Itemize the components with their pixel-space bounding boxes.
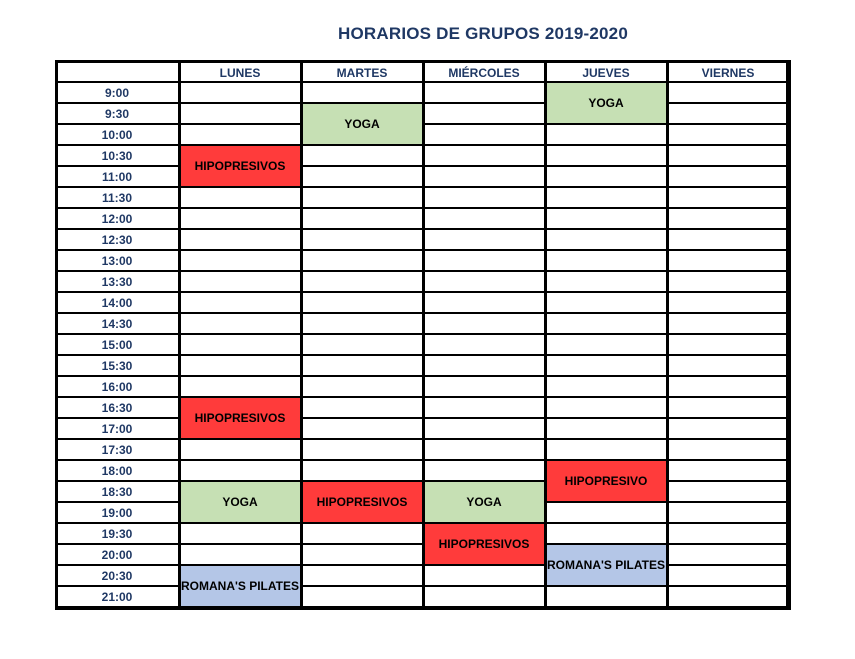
time-label: 14:30 [55, 314, 179, 335]
time-label: 11:30 [55, 188, 179, 209]
schedule-cell [667, 398, 789, 419]
schedule-cell [545, 209, 667, 230]
schedule-cell [301, 209, 423, 230]
schedule-cell [667, 356, 789, 377]
schedule-cell [423, 272, 545, 293]
schedule-cell [301, 272, 423, 293]
time-label: 10:00 [55, 125, 179, 146]
schedule-cell [545, 377, 667, 398]
schedule-cell [423, 377, 545, 398]
schedule-cell [301, 440, 423, 461]
schedule-cell [179, 314, 301, 335]
session-block-romana-s-pilates: ROMANA'S PILATES [179, 566, 301, 608]
schedule-cell [667, 83, 789, 104]
time-label: 16:00 [55, 377, 179, 398]
schedule-cell [423, 188, 545, 209]
schedule-cell [179, 125, 301, 146]
schedule-cell [179, 104, 301, 125]
time-label: 21:00 [55, 587, 179, 608]
schedule-cell [545, 188, 667, 209]
schedule-cell [667, 104, 789, 125]
session-block-hipopresivos: HIPOPRESIVOS [301, 482, 423, 524]
schedule-cell [179, 545, 301, 566]
schedule-table [55, 60, 789, 610]
schedule-cell [301, 146, 423, 167]
schedule-cell [179, 209, 301, 230]
schedule-cell [179, 293, 301, 314]
schedule-cell [301, 524, 423, 545]
schedule-cell [667, 440, 789, 461]
header-corner [55, 60, 179, 83]
schedule-cell [301, 461, 423, 482]
schedule-cell [667, 125, 789, 146]
schedule-cell [667, 167, 789, 188]
schedule-cell [667, 314, 789, 335]
schedule-cell [667, 419, 789, 440]
schedule-cell [179, 272, 301, 293]
schedule-cell [423, 398, 545, 419]
schedule-cell [179, 83, 301, 104]
time-label: 12:30 [55, 230, 179, 251]
schedule-cell [301, 587, 423, 608]
time-label: 9:00 [55, 83, 179, 104]
session-block-romana-s-pilates: ROMANA'S PILATES [545, 545, 667, 587]
time-label: 11:00 [55, 167, 179, 188]
header-martes: MARTES [301, 60, 423, 83]
time-label: 19:30 [55, 524, 179, 545]
page-title: HORARIOS DE GRUPOS 2019-2020 [338, 24, 628, 43]
time-label: 15:30 [55, 356, 179, 377]
session-block-yoga: YOGA [301, 104, 423, 146]
schedule-cell [667, 230, 789, 251]
schedule-cell [667, 377, 789, 398]
schedule-cell [423, 146, 545, 167]
session-block-hipopresivos: HIPOPRESIVOS [179, 146, 301, 188]
schedule-cell [667, 209, 789, 230]
time-label: 17:00 [55, 419, 179, 440]
schedule-cell [423, 293, 545, 314]
schedule-cell [667, 188, 789, 209]
schedule-cell [423, 251, 545, 272]
schedule-cell [301, 83, 423, 104]
session-block-hipopresivos: HIPOPRESIVOS [423, 524, 545, 566]
schedule-cell [423, 335, 545, 356]
header-jueves: JUEVES [545, 60, 667, 83]
schedule-cell [423, 314, 545, 335]
schedule-cell [423, 356, 545, 377]
schedule-cell [423, 419, 545, 440]
schedule-cell [545, 314, 667, 335]
session-block-hipopresivos: HIPOPRESIVOS [179, 398, 301, 440]
schedule-cell [545, 503, 667, 524]
time-label: 13:30 [55, 272, 179, 293]
time-label: 20:30 [55, 566, 179, 587]
time-label: 10:30 [55, 146, 179, 167]
session-block-yoga: YOGA [179, 482, 301, 524]
schedule-cell [179, 335, 301, 356]
schedule-cell [545, 419, 667, 440]
schedule-cell [301, 230, 423, 251]
session-block-yoga: YOGA [545, 83, 667, 125]
column-divider [788, 60, 791, 610]
schedule-cell [179, 188, 301, 209]
time-label: 20:00 [55, 545, 179, 566]
schedule-cell [667, 587, 789, 608]
schedule-cell [667, 482, 789, 503]
session-block-hipopresivo: HIPOPRESIVO [545, 461, 667, 503]
schedule-cell [301, 293, 423, 314]
schedule-cell [301, 188, 423, 209]
schedule-cell [423, 209, 545, 230]
schedule-cell [667, 524, 789, 545]
schedule-cell [423, 461, 545, 482]
schedule-cell [667, 293, 789, 314]
schedule-cell [667, 461, 789, 482]
session-block-yoga: YOGA [423, 482, 545, 524]
header-viernes: VIERNES [667, 60, 789, 83]
schedule-cell [545, 356, 667, 377]
schedule-cell [545, 146, 667, 167]
column-divider [666, 60, 669, 610]
schedule-cell [423, 104, 545, 125]
schedule-cell [301, 251, 423, 272]
time-label: 16:30 [55, 398, 179, 419]
schedule-cell [667, 251, 789, 272]
schedule-cell [545, 272, 667, 293]
schedule-cell [301, 314, 423, 335]
time-label: 13:00 [55, 251, 179, 272]
schedule-cell [545, 587, 667, 608]
column-divider [544, 60, 547, 610]
schedule-cell [423, 167, 545, 188]
time-label: 19:00 [55, 503, 179, 524]
schedule-cell [179, 251, 301, 272]
schedule-cell [667, 335, 789, 356]
schedule-cell [423, 230, 545, 251]
schedule-cell [667, 272, 789, 293]
schedule-cell [545, 167, 667, 188]
schedule-cell [423, 440, 545, 461]
column-divider [178, 60, 181, 610]
schedule-cell [179, 377, 301, 398]
schedule-cell [179, 440, 301, 461]
schedule-cell [545, 230, 667, 251]
time-label: 18:00 [55, 461, 179, 482]
column-divider [300, 60, 303, 610]
schedule-cell [301, 419, 423, 440]
schedule-cell [179, 230, 301, 251]
time-label: 17:30 [55, 440, 179, 461]
schedule-cell [301, 545, 423, 566]
time-label: 12:00 [55, 209, 179, 230]
schedule-cell [545, 125, 667, 146]
time-label: 9:30 [55, 104, 179, 125]
schedule-cell [423, 587, 545, 608]
time-label: 14:00 [55, 293, 179, 314]
schedule-cell [667, 566, 789, 587]
schedule-cell [301, 335, 423, 356]
schedule-cell [301, 398, 423, 419]
schedule-cell [545, 440, 667, 461]
schedule-cell [301, 167, 423, 188]
time-label: 18:30 [55, 482, 179, 503]
schedule-cell [179, 461, 301, 482]
schedule-cell [423, 566, 545, 587]
schedule-cell [423, 83, 545, 104]
schedule-cell [179, 356, 301, 377]
schedule-cell [545, 398, 667, 419]
schedule-cell [301, 377, 423, 398]
schedule-cell [667, 146, 789, 167]
schedule-cell [545, 335, 667, 356]
schedule-cell [301, 356, 423, 377]
schedule-cell [423, 125, 545, 146]
schedule-cell [545, 251, 667, 272]
schedule-cell [667, 545, 789, 566]
schedule-cell [667, 503, 789, 524]
header-mircoles: MIÉRCOLES [423, 60, 545, 83]
header-lunes: LUNES [179, 60, 301, 83]
schedule-cell [545, 293, 667, 314]
time-label: 15:00 [55, 335, 179, 356]
schedule-cell [301, 566, 423, 587]
schedule-cell [179, 524, 301, 545]
schedule-cell [545, 524, 667, 545]
column-divider [422, 60, 425, 610]
